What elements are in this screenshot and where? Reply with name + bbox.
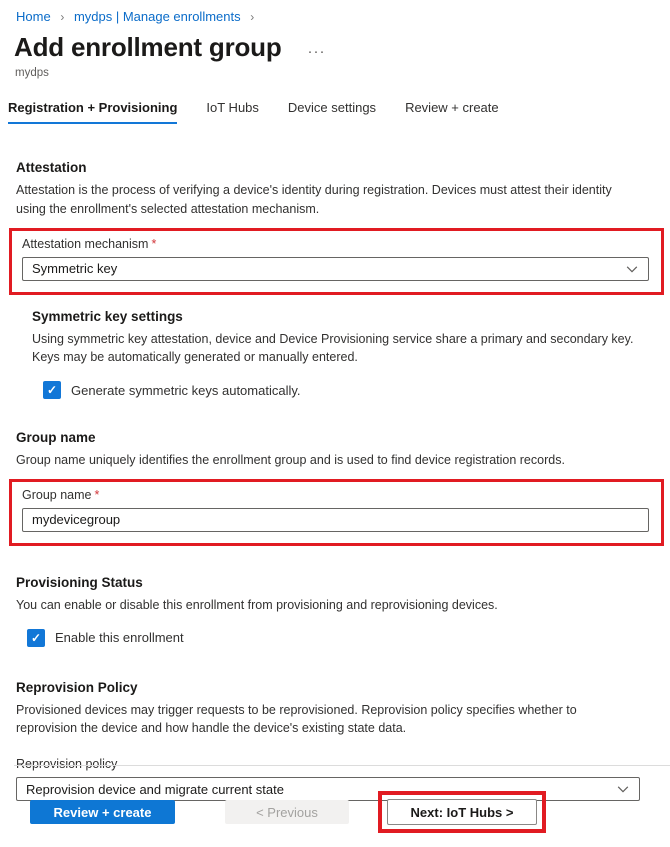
provisioning-status-section — [16, 575, 640, 647]
chevron-down-icon — [625, 262, 639, 276]
reprovision-policy-value: Reprovision device and migrate current state — [26, 781, 284, 797]
attestation-mechanism-value: Symmetric key — [32, 261, 118, 276]
page-subtitle: mydps — [15, 67, 49, 79]
review-create-button[interactable]: Review + create — [30, 800, 175, 824]
tab-registration-provisioning[interactable]: Registration + Provisioning — [8, 100, 177, 124]
page-title: Add enrollment group — [14, 32, 282, 62]
enable-enrollment-checkbox-label: Enable this enrollment — [55, 630, 184, 645]
tab-bar — [0, 100, 670, 124]
previous-button[interactable]: < Previous — [225, 800, 349, 824]
group-name-highlight — [9, 479, 664, 546]
attestation-description: Attestation is the process of verifying a device's identity during registration. Devices must attest their identity using the enrollment's selected attestation mechanism. — [16, 183, 612, 216]
attestation-mechanism-highlight — [9, 228, 664, 295]
tab-review-create[interactable]: Review + create — [405, 100, 499, 115]
more-actions-button[interactable]: ··· — [308, 36, 326, 59]
group-name-section — [16, 430, 640, 546]
reprovision-policy-description: Provisioned devices may trigger requests to be reprovisioned. Reprovision policy specifies whether to reprovision the device and how handle the device's existing state data. — [16, 702, 577, 736]
provisioning-status-description: You can enable or disable this enrollment from provisioning and reprovisioning devices. — [16, 597, 498, 612]
group-name-label: Group name * — [22, 487, 100, 502]
attestation-mechanism-label: Attestation mechanism * — [22, 236, 157, 251]
generate-keys-checkbox-label: Generate symmetric keys automatically. — [71, 382, 301, 398]
symmetric-key-settings-description: Using symmetric key attestation, device and Device Provisioning service share a primary and secondary key. Keys may be automatically generated or manually entered. — [32, 331, 634, 365]
form-content — [0, 160, 670, 801]
group-name-input[interactable] — [22, 508, 649, 532]
breadcrumb-link-home[interactable]: Home — [16, 9, 51, 24]
required-marker: * — [151, 236, 157, 251]
attestation-section — [16, 160, 640, 399]
breadcrumb-separator-icon: › — [250, 10, 255, 24]
symmetric-key-settings-section — [32, 309, 640, 400]
wizard-footer — [0, 765, 670, 847]
checkmark-icon: ✓ — [46, 383, 58, 397]
group-name-heading: Group name — [16, 430, 96, 445]
reprovision-policy-label: Reprovision policy — [16, 757, 118, 771]
generate-keys-checkbox[interactable] — [43, 381, 61, 399]
required-marker: * — [94, 487, 100, 502]
breadcrumb — [0, 0, 670, 24]
reprovision-policy-heading: Reprovision Policy — [16, 679, 138, 695]
tab-iot-hubs[interactable]: IoT Hubs — [206, 100, 259, 115]
enable-enrollment-checkbox-row[interactable] — [16, 629, 640, 647]
attestation-heading: Attestation — [16, 160, 87, 175]
group-name-description: Group name uniquely identifies the enrollment group and is used to find device registration records. — [16, 453, 565, 467]
provisioning-status-heading: Provisioning Status — [16, 574, 143, 590]
next-button-highlight — [378, 791, 546, 833]
next-iot-hubs-button[interactable]: Next: IoT Hubs > — [387, 799, 537, 825]
tab-device-settings[interactable]: Device settings — [287, 100, 377, 115]
generate-keys-checkbox-row[interactable] — [32, 381, 640, 399]
attestation-mechanism-select[interactable] — [22, 257, 649, 281]
checkmark-icon: ✓ — [30, 630, 42, 645]
breadcrumb-separator-icon: › — [60, 10, 65, 24]
symmetric-key-settings-heading: Symmetric key settings — [32, 308, 183, 324]
breadcrumb-link-manage-enrollments[interactable]: mydps | Manage enrollments — [73, 9, 241, 24]
enable-enrollment-checkbox[interactable] — [27, 629, 45, 647]
